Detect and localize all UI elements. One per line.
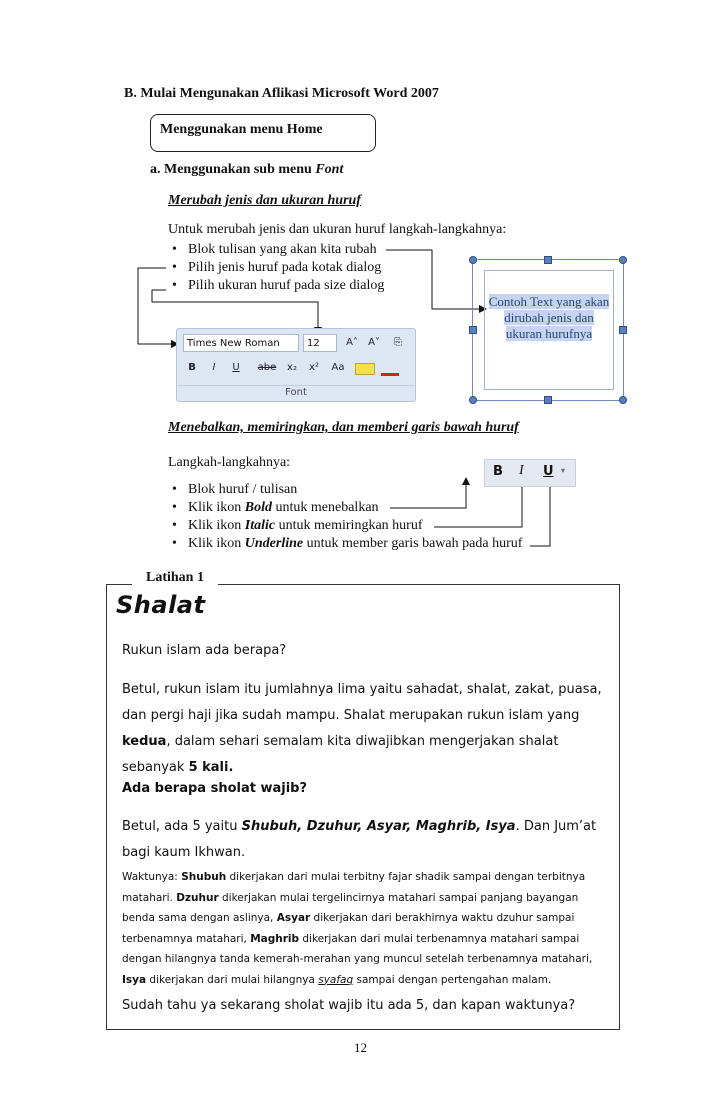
section-heading: B. Mulai Mengunakan Aflikasi Microsoft Word 2007 bbox=[124, 86, 439, 101]
answer-1 bbox=[122, 677, 612, 781]
resize-handle-icon[interactable] bbox=[619, 326, 627, 334]
step-text: untuk memiringkan huruf bbox=[275, 518, 423, 533]
prayer-names: Shubuh, Dzuhur, Asyar, Maghrib, Isya bbox=[241, 819, 516, 834]
question-1: Rukun islam ada berapa? bbox=[122, 643, 287, 658]
step-text: Klik ikon bbox=[188, 536, 245, 551]
sample-text bbox=[482, 294, 616, 342]
format-step bbox=[170, 535, 540, 553]
resize-handle-icon[interactable] bbox=[469, 256, 477, 264]
answer-text: Betul, ada 5 yaitu bbox=[122, 819, 242, 834]
font-step: • Blok tulisan yang akan kita rubah bbox=[170, 241, 450, 259]
resize-handle-icon[interactable] bbox=[619, 396, 627, 404]
shrink-font-icon[interactable]: A˅ bbox=[368, 337, 380, 348]
step-emphasis: Bold bbox=[244, 500, 273, 515]
resize-handle-icon[interactable] bbox=[469, 326, 477, 334]
closing-question: Sudah tahu ya sekarang sholat wajib itu ada 5, dan kapan waktunya? bbox=[122, 998, 576, 1013]
prayer-name: Dzuhur bbox=[176, 891, 219, 904]
sample-text-line: dirubah jenis dan bbox=[504, 310, 594, 325]
font-step: • Pilih jenis huruf pada kotak dialog bbox=[170, 259, 450, 277]
text: benda sama dengan aslinya, bbox=[122, 912, 277, 924]
exercise-label: Latihan 1 bbox=[132, 570, 218, 586]
sub-menu-prefix: a. Menggunakan sub menu bbox=[150, 162, 316, 177]
step-text: Klik ikon bbox=[188, 500, 245, 515]
answer-text: , dalam sehari semalam kita diwajibkan mengerjakan shalat bbox=[166, 734, 559, 749]
biu-toolbar bbox=[484, 459, 576, 487]
page-number: 12 bbox=[354, 1040, 367, 1055]
sample-text-line: Contoh Text yang akan bbox=[488, 294, 610, 309]
bold-icon[interactable]: B bbox=[188, 362, 196, 373]
question-2: Ada berapa sholat wajib? bbox=[122, 781, 308, 796]
prayer-name: Asyar bbox=[276, 912, 311, 924]
answer-emphasis: kedua bbox=[122, 734, 167, 749]
step-text: untuk menebalkan bbox=[272, 500, 379, 515]
step-text: untuk member garis bawah pada huruf bbox=[303, 536, 523, 551]
answer-text: sebanyak bbox=[122, 760, 189, 775]
ribbon-group-label: Font bbox=[177, 385, 415, 398]
home-menu-label: Menggunakan menu Home bbox=[160, 122, 323, 137]
answer-line: bagi kaum Ikhwan. bbox=[122, 845, 246, 860]
text: dikerjakan dari berakhirnya waktu dzuhur sampai bbox=[310, 912, 575, 924]
prayer-times-paragraph bbox=[122, 867, 616, 990]
font-section-intro: Untuk merubah jenis dan ukuran huruf langkah-langkahnya: bbox=[168, 222, 507, 237]
text: dikerjakan dari mulai terbenamnya matahari sampai bbox=[299, 932, 580, 945]
step-text: Blok huruf / tulisan bbox=[188, 482, 298, 497]
text: matahari. bbox=[122, 891, 177, 904]
superscript-icon[interactable]: x² bbox=[309, 362, 319, 373]
resize-handle-icon[interactable] bbox=[544, 256, 552, 264]
step-emphasis: Italic bbox=[244, 518, 276, 533]
format-step bbox=[170, 517, 540, 535]
grow-font-icon[interactable]: A˄ bbox=[346, 337, 358, 348]
answer-line: dan pergi haji jika sudah mampu. Shalat merupakan rukun islam yang bbox=[122, 708, 580, 723]
answer-line bbox=[122, 814, 612, 840]
answer-2 bbox=[122, 814, 612, 866]
text: sampai dengan pertengahan malam. bbox=[353, 973, 552, 986]
highlight-color-icon[interactable] bbox=[355, 363, 375, 375]
underline-icon[interactable]: U bbox=[543, 464, 554, 479]
font-ribbon-group bbox=[176, 328, 416, 402]
chevron-down-icon[interactable]: ▾ bbox=[561, 466, 566, 475]
format-steps-label: Langkah-langkahnya: bbox=[168, 455, 291, 470]
clear-format-icon[interactable]: ⎘ bbox=[394, 337, 402, 348]
font-step: • Pilih ukuran huruf pada size dialog bbox=[170, 277, 450, 295]
strikethrough-icon[interactable]: abe bbox=[257, 362, 277, 373]
text: dikerjakan dari mulai terbitny fajar shadik sampai dengan terbitnya bbox=[226, 871, 586, 883]
resize-handle-icon[interactable] bbox=[469, 396, 477, 404]
text: dikerjakan dari mulai hilangnya bbox=[146, 973, 319, 986]
step-emphasis: Underline bbox=[244, 536, 304, 551]
format-section-heading: Menebalkan, memiringkan, dan memberi garis bawah huruf bbox=[168, 420, 519, 435]
syafaq-term: syafaq bbox=[318, 973, 354, 986]
underline-icon[interactable]: U bbox=[232, 362, 240, 373]
prayer-name: Isya bbox=[122, 973, 147, 986]
answer-line bbox=[122, 729, 612, 755]
text: Waktunya: bbox=[122, 871, 182, 883]
format-step bbox=[170, 499, 540, 517]
change-case-icon[interactable]: Aa bbox=[331, 362, 345, 373]
resize-handle-icon[interactable] bbox=[619, 256, 627, 264]
step-text: Klik ikon bbox=[188, 518, 245, 533]
answer-text: . Dan Jum’at bbox=[515, 819, 597, 834]
font-name-select[interactable]: Times New Roman bbox=[183, 334, 299, 352]
font-color-icon[interactable] bbox=[381, 363, 399, 376]
font-size-select[interactable]: 12 bbox=[303, 334, 337, 352]
italic-icon[interactable]: I bbox=[212, 362, 216, 373]
sample-text-line: ukuran hurufnya bbox=[505, 326, 593, 341]
subscript-icon[interactable]: x₂ bbox=[287, 362, 297, 373]
prayer-name: Maghrib bbox=[250, 932, 300, 945]
exercise-title: Shalat bbox=[116, 591, 206, 619]
sub-menu-font-word: Font bbox=[315, 162, 344, 177]
bold-icon[interactable]: B bbox=[493, 464, 503, 479]
italic-icon[interactable]: I bbox=[519, 463, 524, 478]
answer-line: Betul, rukun islam itu jumlahnya lima yaitu sahadat, shalat, zakat, puasa, bbox=[122, 682, 602, 697]
text: dikerjakan mulai tergelincirnya matahari sampai panjang bayangan bbox=[218, 891, 579, 904]
text: terbenamnya matahari, bbox=[122, 932, 251, 945]
resize-handle-icon[interactable] bbox=[544, 396, 552, 404]
answer-emphasis: 5 kali. bbox=[188, 760, 234, 775]
format-steps-list bbox=[170, 481, 540, 553]
prayer-name: Shubuh bbox=[181, 871, 227, 883]
text: dengan hilangnya tanda kemerah-merahan yang muncul setelah terbenamnya matahari, bbox=[122, 953, 593, 965]
font-section-heading: Merubah jenis dan ukuran huruf bbox=[168, 193, 361, 208]
